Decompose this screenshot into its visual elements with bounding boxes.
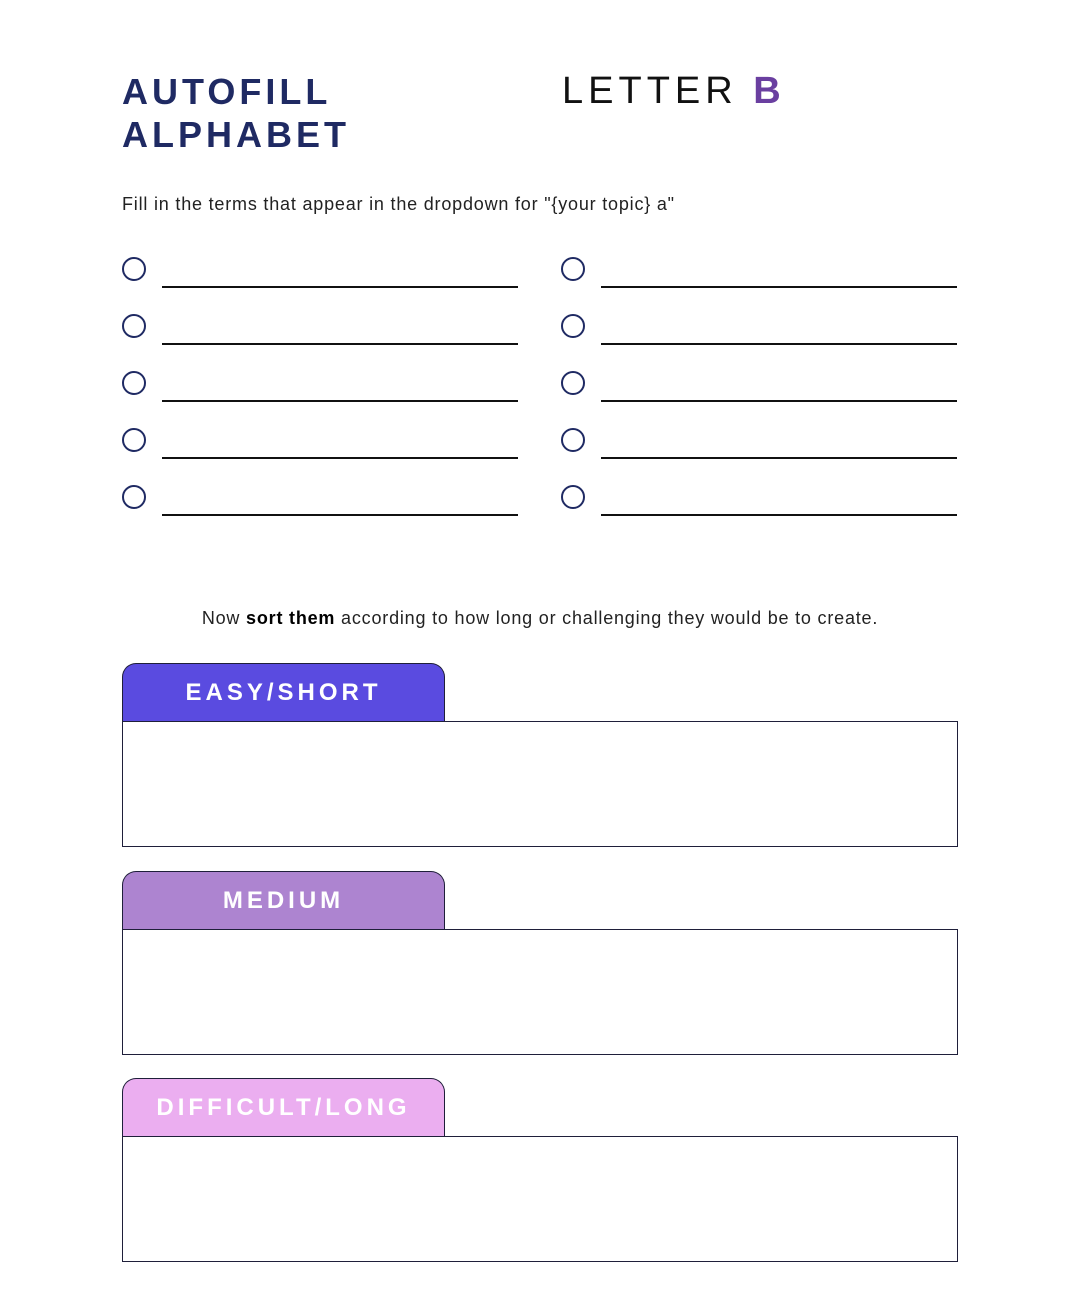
category-tab-easy: EASY/SHORT: [122, 663, 445, 722]
category-box-medium[interactable]: [122, 929, 958, 1055]
category-tab-difficult: DIFFICULT/LONG: [122, 1078, 445, 1137]
checkbox-circle-icon[interactable]: [561, 371, 585, 395]
checkbox-circle-icon[interactable]: [561, 314, 585, 338]
category-tab-medium: MEDIUM: [122, 871, 445, 930]
term-blank-line[interactable]: [162, 457, 518, 459]
sort-instruction: [0, 608, 1080, 629]
sort-text-bold: sort them: [246, 608, 336, 628]
term-column-left: [122, 257, 518, 542]
term-row: [122, 428, 518, 485]
term-row: [122, 371, 518, 428]
checkbox-circle-icon[interactable]: [561, 428, 585, 452]
term-blank-line[interactable]: [601, 343, 957, 345]
term-blank-line[interactable]: [601, 400, 957, 402]
term-column-right: [561, 257, 957, 542]
category-box-difficult[interactable]: [122, 1136, 958, 1262]
checkbox-circle-icon[interactable]: [122, 314, 146, 338]
letter-heading: [562, 70, 786, 113]
letter-value: B: [753, 70, 786, 112]
term-blank-line[interactable]: [162, 343, 518, 345]
sort-text-after: according to how long or challenging they would be to create.: [335, 608, 879, 628]
term-row: [122, 314, 518, 371]
term-blank-line[interactable]: [162, 286, 518, 288]
term-row: [122, 257, 518, 314]
checkbox-circle-icon[interactable]: [122, 257, 146, 281]
checkbox-circle-icon[interactable]: [561, 257, 585, 281]
instruction-text: Fill in the terms that appear in the dropdown for "{your topic} a": [122, 194, 675, 214]
title-line-2: ALPHABET: [122, 114, 350, 155]
checkbox-circle-icon[interactable]: [561, 485, 585, 509]
term-blank-line[interactable]: [162, 514, 518, 516]
term-row: [561, 371, 957, 428]
term-row: [561, 428, 957, 485]
checkbox-circle-icon[interactable]: [122, 428, 146, 452]
term-row: [561, 485, 957, 542]
term-blank-line[interactable]: [601, 457, 957, 459]
term-row: [561, 257, 957, 314]
term-blank-line[interactable]: [601, 286, 957, 288]
category-box-easy[interactable]: [122, 721, 958, 847]
term-row: [561, 314, 957, 371]
checkbox-circle-icon[interactable]: [122, 371, 146, 395]
checkbox-circle-icon[interactable]: [122, 485, 146, 509]
term-blank-line[interactable]: [162, 400, 518, 402]
letter-label: LETTER: [562, 70, 738, 112]
title-line-1: AUTOFILL: [122, 71, 332, 112]
sort-text-before: Now: [201, 608, 247, 628]
term-row: [122, 485, 518, 542]
term-blank-line[interactable]: [601, 514, 957, 516]
worksheet-title: [122, 70, 350, 156]
